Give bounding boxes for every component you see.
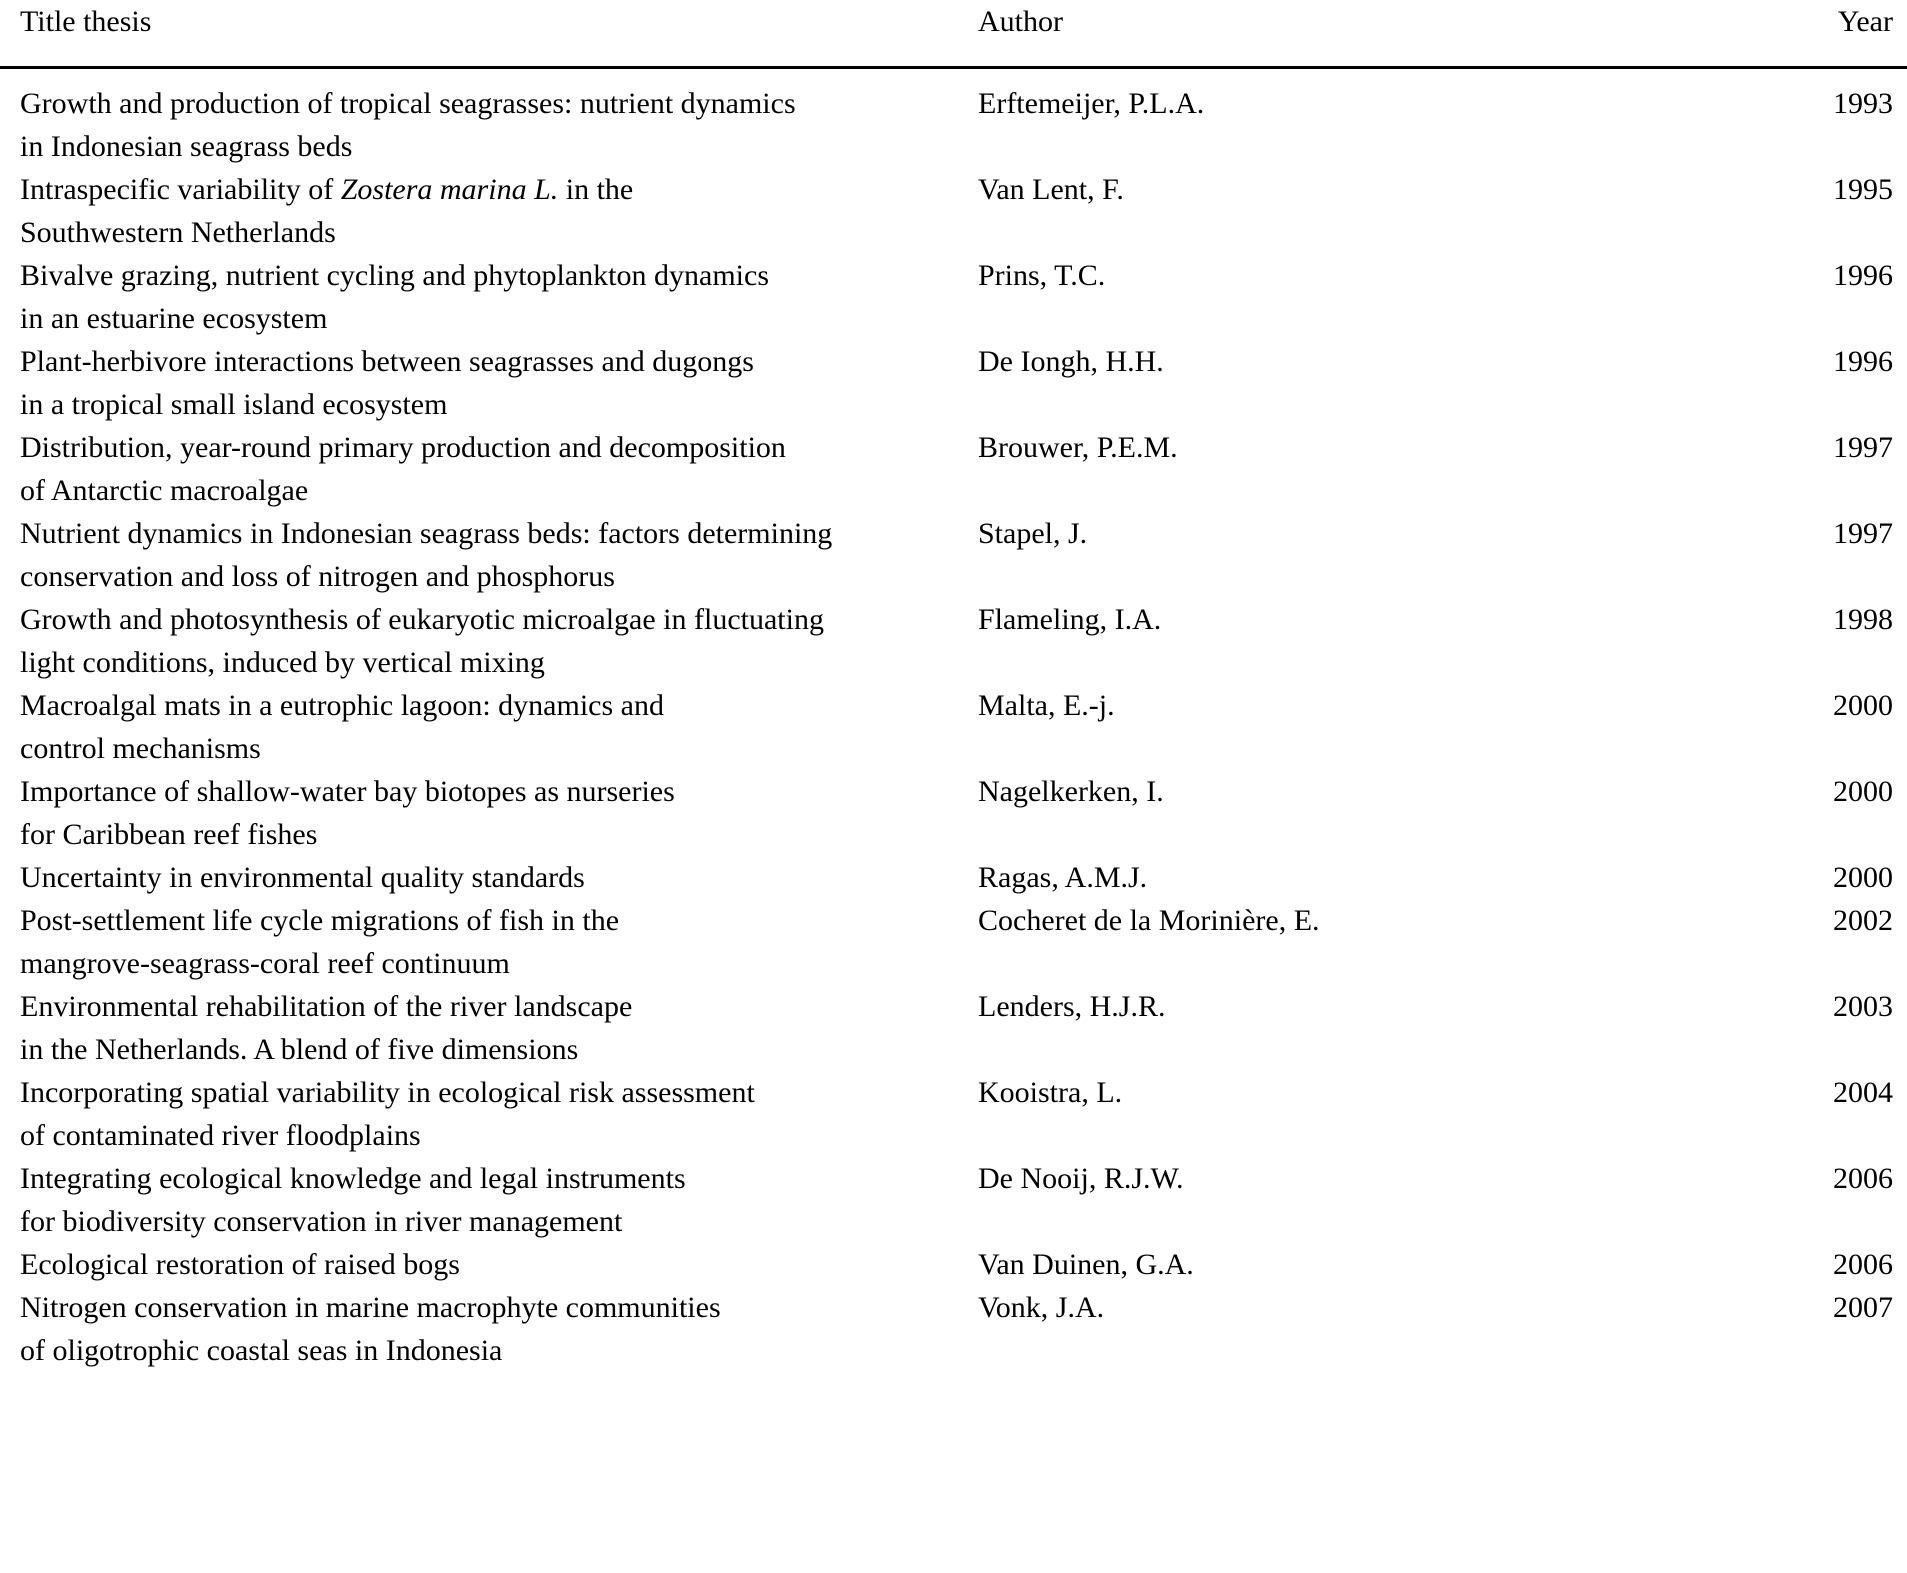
thesis-title-line: Macroalgal mats in a eutrophic lagoon: dynamics and — [20, 689, 664, 722]
thesis-year-cell: 2002 — [1833, 904, 1893, 937]
thesis-title-cell — [0, 426, 978, 512]
thesis-title-cell — [0, 899, 978, 985]
thesis-title-cell — [0, 1071, 978, 1157]
table-header — [0, 0, 1907, 68]
thesis-title-line: of oligotrophic coastal seas in Indonesia — [20, 1334, 503, 1367]
thesis-year-cell: 2003 — [1833, 990, 1893, 1023]
thesis-title-line: in Indonesian seagrass beds — [20, 130, 353, 163]
thesis-author-cell: Flameling, I.A. — [978, 603, 1162, 636]
thesis-title-line: in a tropical small island ecosystem — [20, 388, 448, 421]
thesis-author-cell: Vonk, J.A. — [978, 1291, 1105, 1324]
thesis-author-cell: Malta, E.-j. — [978, 689, 1115, 722]
thesis-title-line: Nutrient dynamics in Indonesian seagrass beds: factors determining — [20, 517, 833, 550]
thesis-author-cell: Nagelkerken, I. — [978, 775, 1164, 808]
thesis-author-cell: De Nooij, R.J.W. — [978, 1162, 1184, 1195]
thesis-year-cell: 1996 — [1833, 345, 1893, 378]
table-row — [0, 985, 1907, 1071]
thesis-year-cell: 2006 — [1833, 1162, 1893, 1195]
thesis-year-cell: 2000 — [1833, 775, 1893, 808]
thesis-author-cell: Erftemeijer, P.L.A. — [978, 87, 1205, 120]
thesis-title-line: control mechanisms — [20, 732, 261, 765]
thesis-title-line: Growth and photosynthesis of eukaryotic microalgae in fluctuating — [20, 603, 824, 636]
thesis-title-cell — [0, 68, 978, 169]
thesis-title-line: Nitrogen conservation in marine macrophyte communities — [20, 1291, 721, 1324]
thesis-author-cell: Van Duinen, G.A. — [978, 1248, 1194, 1281]
thesis-title-line: Environmental rehabilitation of the river landscape — [20, 990, 633, 1023]
thesis-title-line: Ecological restoration of raised bogs — [20, 1248, 460, 1281]
thesis-year-cell: 1998 — [1833, 603, 1893, 636]
table-row — [0, 899, 1907, 985]
thesis-year-cell: 1995 — [1833, 173, 1893, 206]
thesis-title-line: Integrating ecological knowledge and legal instruments — [20, 1162, 686, 1195]
thesis-title-line: in an estuarine ecosystem — [20, 302, 328, 335]
thesis-author-cell: Cocheret de la Morinière, E. — [978, 904, 1320, 937]
thesis-title-line: conservation and loss of nitrogen and phosphorus — [20, 560, 615, 593]
thesis-year-cell: 2000 — [1833, 861, 1893, 894]
thesis-year-cell: 2006 — [1833, 1248, 1893, 1281]
thesis-author-cell: Brouwer, P.E.M. — [978, 431, 1178, 464]
table-row — [0, 1157, 1907, 1243]
column-header-year: Year — [1543, 0, 1907, 68]
thesis-author-cell: Stapel, J. — [978, 517, 1088, 550]
table-row — [0, 1071, 1907, 1157]
thesis-author-cell: Van Lent, F. — [978, 173, 1124, 206]
thesis-author-cell: Prins, T.C. — [978, 259, 1106, 292]
table-row — [0, 254, 1907, 340]
thesis-title-cell — [0, 1157, 978, 1243]
thesis-year-cell: 2007 — [1833, 1291, 1893, 1324]
table-row — [0, 512, 1907, 598]
thesis-title-cell — [0, 512, 978, 598]
table-row — [0, 1286, 1907, 1372]
table-body — [0, 68, 1907, 1373]
table-row — [0, 856, 1907, 899]
table-row — [0, 770, 1907, 856]
thesis-title-line: Plant-herbivore interactions between seagrasses and dugongs — [20, 345, 754, 378]
thesis-title-cell — [0, 340, 978, 426]
thesis-year-cell: 1997 — [1833, 517, 1893, 550]
table-row — [0, 684, 1907, 770]
table-row — [0, 598, 1907, 684]
thesis-title-line: of contaminated river floodplains — [20, 1119, 421, 1152]
thesis-year-cell: 1996 — [1833, 259, 1893, 292]
thesis-title-cell — [0, 770, 978, 856]
thesis-title-line: Incorporating spatial variability in ecological risk assessment — [20, 1076, 755, 1109]
thesis-title-cell — [0, 985, 978, 1071]
thesis-title-cell — [0, 598, 978, 684]
thesis-year-cell: 2004 — [1833, 1076, 1893, 1109]
thesis-year-cell: 1993 — [1833, 87, 1893, 120]
table-row — [0, 68, 1907, 169]
thesis-title-line: Growth and production of tropical seagrasses: nutrient dynamics — [20, 87, 796, 120]
thesis-author-cell: De Iongh, H.H. — [978, 345, 1164, 378]
species-name: Zostera marina L. — [340, 173, 559, 206]
thesis-title-cell — [0, 684, 978, 770]
thesis-title-line: mangrove-seagrass-coral reef continuum — [20, 947, 510, 980]
thesis-title-cell — [0, 168, 978, 254]
thesis-title-line: light conditions, induced by vertical mixing — [20, 646, 545, 679]
thesis-title-line: Bivalve grazing, nutrient cycling and phytoplankton dynamics — [20, 259, 769, 292]
table-row — [0, 340, 1907, 426]
table-row — [0, 168, 1907, 254]
thesis-title-line: Intraspecific variability of Zostera marina L. in the — [20, 173, 634, 206]
thesis-title-line: Uncertainty in environmental quality standards — [20, 861, 585, 894]
thesis-author-cell: Ragas, A.M.J. — [978, 861, 1148, 894]
thesis-title-line: Southwestern Netherlands — [20, 216, 336, 249]
table-row — [0, 1243, 1907, 1286]
thesis-title-line: Distribution, year-round primary production and decomposition — [20, 431, 786, 464]
thesis-title-line: Post-settlement life cycle migrations of fish in the — [20, 904, 620, 937]
table-header-row — [0, 0, 1907, 68]
table-row — [0, 426, 1907, 512]
thesis-title-line: Importance of shallow-water bay biotopes as nurseries — [20, 775, 675, 808]
thesis-title-cell — [0, 1243, 978, 1286]
thesis-title-line: in the Netherlands. A blend of five dimensions — [20, 1033, 579, 1066]
thesis-year-cell: 2000 — [1833, 689, 1893, 722]
thesis-title-line: for Caribbean reef fishes — [20, 818, 318, 851]
thesis-author-cell: Lenders, H.J.R. — [978, 990, 1166, 1023]
thesis-author-cell: Kooistra, L. — [978, 1076, 1123, 1109]
thesis-title-cell — [0, 1286, 978, 1372]
column-header-author: Author — [978, 0, 1543, 68]
thesis-year-cell: 1997 — [1833, 431, 1893, 464]
thesis-title-cell — [0, 856, 978, 899]
thesis-title-line: of Antarctic macroalgae — [20, 474, 309, 507]
thesis-title-line: for biodiversity conservation in river management — [20, 1205, 623, 1238]
thesis-title-cell — [0, 254, 978, 340]
column-header-title: Title thesis — [0, 0, 978, 68]
